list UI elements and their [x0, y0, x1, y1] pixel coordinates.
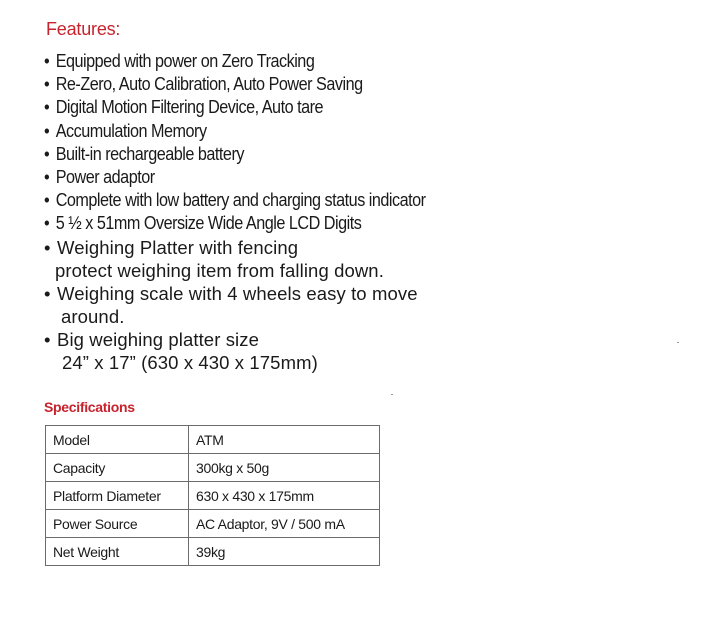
- feature-text: Digital Motion Filtering Device, Auto tare: [55, 97, 324, 118]
- table-row: [46, 454, 380, 482]
- bullet-icon: •: [44, 143, 50, 164]
- bullet-icon: •: [44, 167, 50, 188]
- feature-text-continued: protect weighing item from falling down.: [55, 259, 384, 281]
- feature-item: [44, 236, 468, 282]
- table-row: [46, 482, 380, 510]
- feature-text-continued: around.: [61, 305, 125, 327]
- spec-label: Capacity: [46, 454, 189, 482]
- feature-item: [44, 166, 426, 189]
- feature-text: Re-Zero, Auto Calibration, Auto Power Saving: [55, 74, 363, 95]
- bullet-icon: •: [44, 213, 50, 234]
- feature-text: Weighing scale with 4 wheels easy to move: [57, 282, 418, 304]
- spec-value: AC Adaptor, 9V / 500 mA: [189, 510, 380, 538]
- feature-item: [44, 73, 426, 96]
- feature-item: [44, 189, 426, 212]
- feature-text-continued: 24” x 17” (630 x 430 x 175mm): [62, 351, 318, 373]
- table-row: [46, 510, 380, 538]
- specifications-table: [45, 425, 380, 566]
- bullet-icon: •: [44, 328, 51, 350]
- bullet-icon: •: [44, 236, 51, 258]
- bullet-icon: •: [44, 190, 50, 211]
- feature-text: Built-in rechargeable battery: [55, 143, 244, 164]
- table-row: [46, 538, 380, 566]
- feature-item: [44, 120, 426, 143]
- spec-value: ATM: [189, 426, 380, 454]
- feature-text: 5 ½ x 51mm Oversize Wide Angle LCD Digits: [55, 213, 362, 234]
- spec-value: 630 x 430 x 175mm: [189, 482, 380, 510]
- feature-item: [44, 96, 426, 119]
- bullet-icon: •: [44, 74, 50, 95]
- bullet-icon: •: [44, 97, 50, 118]
- specifications-heading: Specifications: [44, 399, 135, 415]
- feature-text: Power adaptor: [55, 167, 155, 188]
- feature-item: [44, 50, 426, 73]
- spec-label: Model: [46, 426, 189, 454]
- bullet-icon: •: [44, 120, 50, 141]
- feature-item: [44, 143, 426, 166]
- feature-text: Big weighing platter size: [57, 328, 259, 350]
- spec-label: Net Weight: [46, 538, 189, 566]
- feature-text: Weighing Platter with fencing: [57, 236, 299, 258]
- feature-item: [44, 212, 426, 235]
- stray-mark: [391, 394, 393, 395]
- feature-text: Complete with low battery and charging status indicator: [55, 190, 426, 211]
- feature-text: Accumulation Memory: [55, 120, 207, 141]
- spec-label: Power Source: [46, 510, 189, 538]
- feature-text: Equipped with power on Zero Tracking: [55, 51, 315, 71]
- bullet-icon: •: [44, 51, 50, 71]
- feature-item: [44, 282, 468, 328]
- spec-value: 300kg x 50g: [189, 454, 380, 482]
- spec-value: 39kg: [189, 538, 380, 566]
- table-row: [46, 426, 380, 454]
- feature-list: [44, 50, 468, 374]
- feature-item: [44, 328, 468, 374]
- features-heading: Features:: [46, 19, 121, 39]
- bullet-icon: •: [44, 282, 51, 304]
- spec-label: Platform Diameter: [46, 482, 189, 510]
- stray-mark: [677, 342, 679, 343]
